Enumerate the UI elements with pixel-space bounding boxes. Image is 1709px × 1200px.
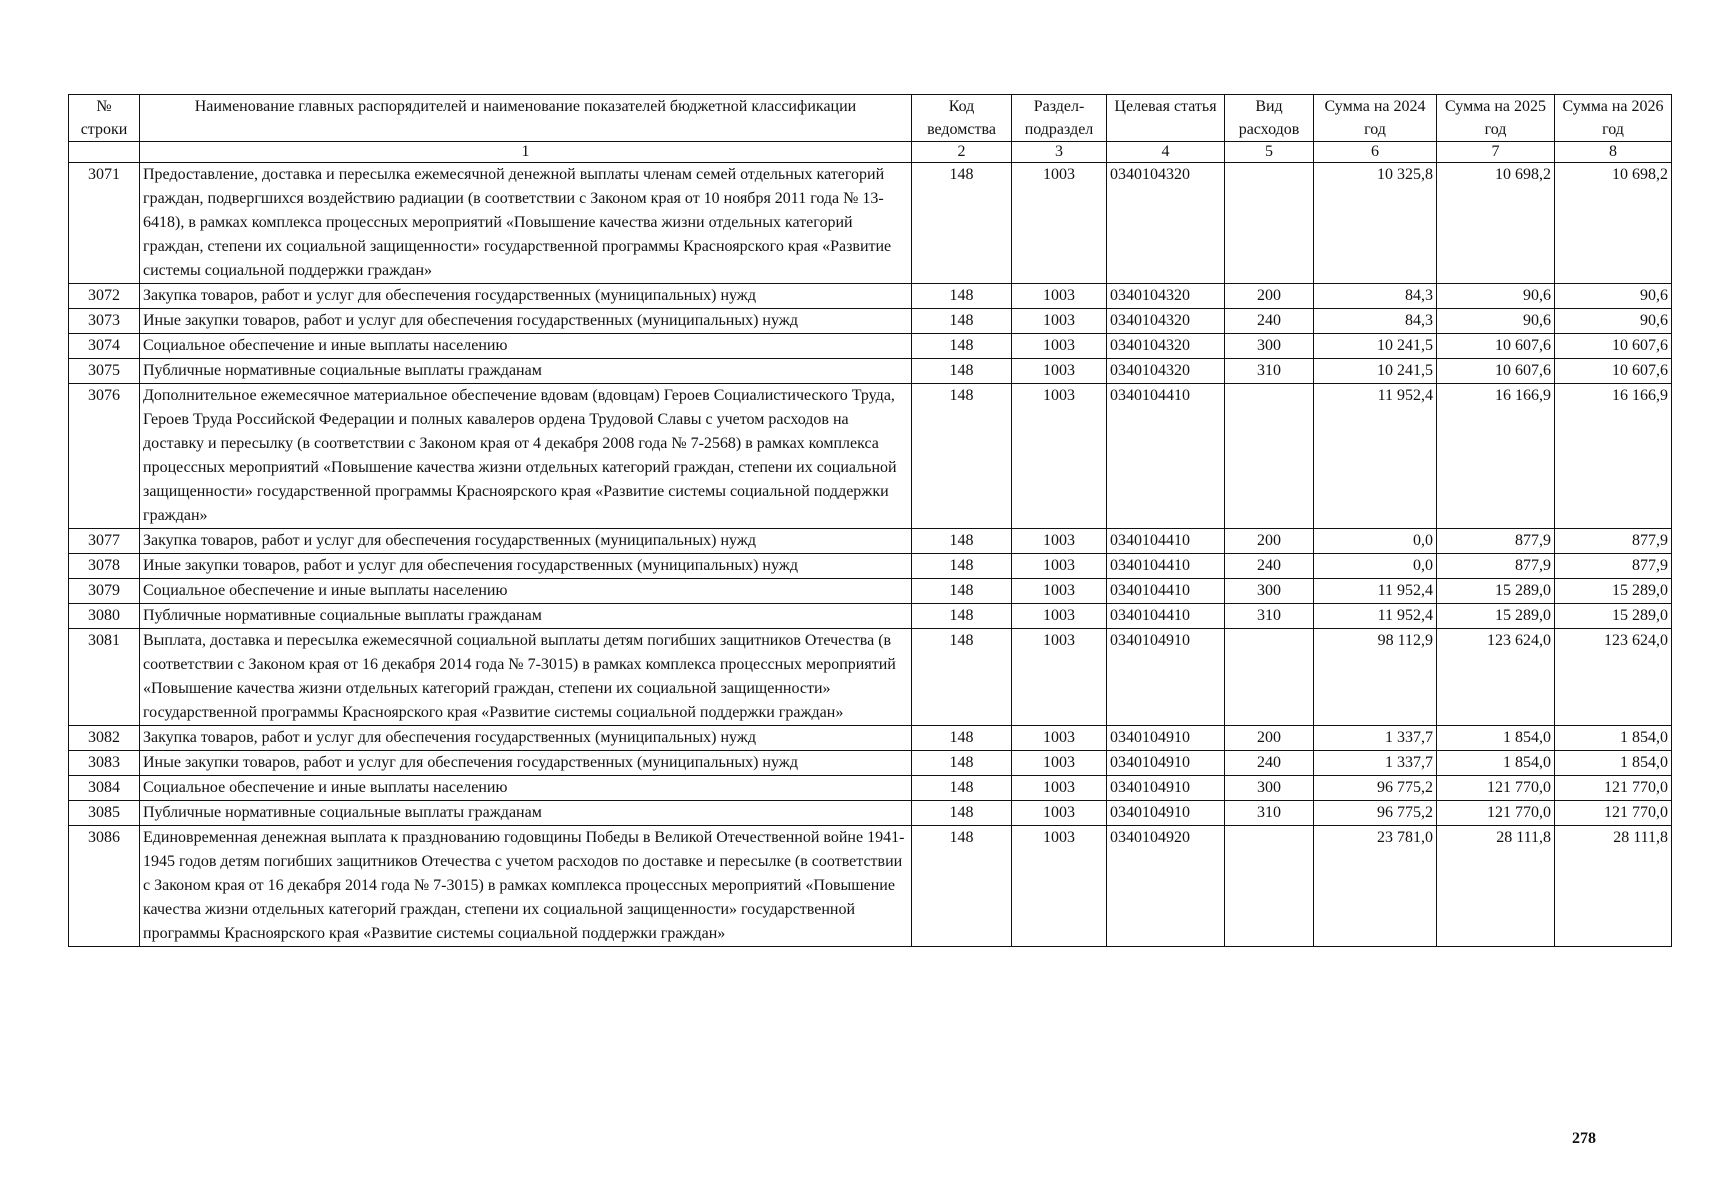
- dept-code-cell: 148: [912, 334, 1012, 359]
- row-name-cell: Иные закупки товаров, работ и услуг для обеспечения государственных (муниципальных) нужд: [140, 554, 912, 579]
- sum-2025-cell: 123 624,0: [1437, 629, 1555, 726]
- target-cell: 0340104320: [1107, 359, 1225, 384]
- header-row-no: № строки: [69, 95, 140, 142]
- dept-code-cell: 148: [912, 801, 1012, 826]
- section-cell: 1003: [1012, 334, 1107, 359]
- header-sum-2025: Сумма на 2025 год: [1437, 95, 1555, 142]
- table-header-row: [69, 95, 1672, 142]
- sum-2026-cell: 28 111,8: [1555, 826, 1672, 947]
- sum-2025-cell: 28 111,8: [1437, 826, 1555, 947]
- table-row: [69, 604, 1672, 629]
- sum-2024-cell: 10 241,5: [1314, 334, 1437, 359]
- sum-2024-cell: 0,0: [1314, 529, 1437, 554]
- row-number-cell: 3081: [69, 629, 140, 726]
- sum-2026-cell: 15 289,0: [1555, 579, 1672, 604]
- exp-type-cell: [1225, 826, 1314, 947]
- section-cell: 1003: [1012, 726, 1107, 751]
- table-row: [69, 309, 1672, 334]
- sum-2024-cell: 96 775,2: [1314, 801, 1437, 826]
- column-number-row: [69, 142, 1672, 163]
- table-row: [69, 801, 1672, 826]
- header-sum-2024: Сумма на 2024 год: [1314, 95, 1437, 142]
- sum-2025-cell: 15 289,0: [1437, 604, 1555, 629]
- row-name-cell: Выплата, доставка и пересылка ежемесячной социальной выплаты детям погибших защитников Отечества (в соответствии с Законом края от 16 декабря 2014 года № 7-3015) в рамках комплекса процессных мероприятий «Повышение качества жизни отдельных категорий граждан, степени их социальной защищенности» государственной программы Красноярского края «Развитие системы социальной поддержки граждан»: [140, 629, 912, 726]
- exp-type-cell: 300: [1225, 579, 1314, 604]
- row-number-cell: 3077: [69, 529, 140, 554]
- exp-type-cell: 240: [1225, 309, 1314, 334]
- sum-2026-cell: 123 624,0: [1555, 629, 1672, 726]
- sum-2026-cell: 90,6: [1555, 309, 1672, 334]
- row-name-cell: Социальное обеспечение и иные выплаты населению: [140, 579, 912, 604]
- sum-2026-cell: 10 607,6: [1555, 359, 1672, 384]
- sum-2025-cell: 121 770,0: [1437, 801, 1555, 826]
- table-row: [69, 529, 1672, 554]
- dept-code-cell: 148: [912, 776, 1012, 801]
- exp-type-cell: 200: [1225, 726, 1314, 751]
- sum-2024-cell: 96 775,2: [1314, 776, 1437, 801]
- row-number-cell: 3082: [69, 726, 140, 751]
- target-cell: 0340104410: [1107, 384, 1225, 529]
- colnum-5: 5: [1225, 142, 1314, 163]
- exp-type-cell: 310: [1225, 801, 1314, 826]
- section-cell: 1003: [1012, 826, 1107, 947]
- dept-code-cell: 148: [912, 751, 1012, 776]
- table-row: [69, 163, 1672, 284]
- sum-2024-cell: 84,3: [1314, 309, 1437, 334]
- table-row: [69, 359, 1672, 384]
- dept-code-cell: 148: [912, 604, 1012, 629]
- table-row: [69, 826, 1672, 947]
- target-cell: 0340104320: [1107, 163, 1225, 284]
- sum-2025-cell: 10 607,6: [1437, 359, 1555, 384]
- section-cell: 1003: [1012, 801, 1107, 826]
- colnum-6: 6: [1314, 142, 1437, 163]
- target-cell: 0340104410: [1107, 579, 1225, 604]
- exp-type-cell: [1225, 163, 1314, 284]
- row-name-cell: Единовременная денежная выплата к празднованию годовщины Победы в Великой Отечественной войне 1941-1945 годов детям погибших защитников Отечества с учетом расходов по доставке и пересылке (в соответствии с Законом края от 16 декабря 2014 года № 7-3015) в рамках комплекса процессных мероприятий «Повышение качества жизни отдельных категорий граждан, степени их социальной защищенности» государственной программы Красноярского края «Развитие системы социальной поддержки граждан»: [140, 826, 912, 947]
- sum-2026-cell: 121 770,0: [1555, 801, 1672, 826]
- target-cell: 0340104410: [1107, 529, 1225, 554]
- sum-2026-cell: 121 770,0: [1555, 776, 1672, 801]
- target-cell: 0340104910: [1107, 726, 1225, 751]
- sum-2024-cell: 11 952,4: [1314, 384, 1437, 529]
- target-cell: 0340104910: [1107, 801, 1225, 826]
- exp-type-cell: 240: [1225, 751, 1314, 776]
- row-number-cell: 3075: [69, 359, 140, 384]
- row-name-cell: Иные закупки товаров, работ и услуг для обеспечения государственных (муниципальных) нужд: [140, 309, 912, 334]
- section-cell: 1003: [1012, 163, 1107, 284]
- exp-type-cell: 310: [1225, 359, 1314, 384]
- dept-code-cell: 148: [912, 826, 1012, 947]
- section-cell: 1003: [1012, 384, 1107, 529]
- sum-2025-cell: 10 607,6: [1437, 334, 1555, 359]
- sum-2024-cell: 23 781,0: [1314, 826, 1437, 947]
- table-row: [69, 384, 1672, 529]
- dept-code-cell: 148: [912, 726, 1012, 751]
- sum-2026-cell: 877,9: [1555, 529, 1672, 554]
- exp-type-cell: 310: [1225, 604, 1314, 629]
- table-row: [69, 554, 1672, 579]
- row-name-cell: Публичные нормативные социальные выплаты гражданам: [140, 359, 912, 384]
- dept-code-cell: 148: [912, 529, 1012, 554]
- sum-2026-cell: 1 854,0: [1555, 751, 1672, 776]
- colnum-8: 8: [1555, 142, 1672, 163]
- header-dept-code: Код ведомства: [912, 95, 1012, 142]
- sum-2024-cell: 98 112,9: [1314, 629, 1437, 726]
- exp-type-cell: 240: [1225, 554, 1314, 579]
- sum-2025-cell: 90,6: [1437, 284, 1555, 309]
- colnum-1: 1: [140, 142, 912, 163]
- header-section: Раздел-подраздел: [1012, 95, 1107, 142]
- colnum-4: 4: [1107, 142, 1225, 163]
- row-name-cell: Дополнительное ежемесячное материальное обеспечение вдовам (вдовцам) Героев Социалистического Труда, Героев Труда Российской Федерации и полных кавалеров ордена Трудовой Славы с учетом расходов на доставку и пересылку (в соответствии с Законом края от 4 декабря 2008 года № 7-2568) в рамках комплекса процессных мероприятий «Повышение качества жизни отдельных категорий граждан, степени их социальной защищенности» государственной программы Красноярского края «Развитие системы социальной поддержки граждан»: [140, 384, 912, 529]
- row-number-cell: 3079: [69, 579, 140, 604]
- budget-sheet: [68, 94, 1671, 947]
- sum-2024-cell: 11 952,4: [1314, 579, 1437, 604]
- table-row: [69, 751, 1672, 776]
- sum-2025-cell: 877,9: [1437, 529, 1555, 554]
- dept-code-cell: 148: [912, 309, 1012, 334]
- table-row: [69, 629, 1672, 726]
- target-cell: 0340104920: [1107, 826, 1225, 947]
- dept-code-cell: 148: [912, 579, 1012, 604]
- sum-2026-cell: 877,9: [1555, 554, 1672, 579]
- table-body: [69, 163, 1672, 947]
- target-cell: 0340104320: [1107, 309, 1225, 334]
- table-row: [69, 284, 1672, 309]
- row-name-cell: Публичные нормативные социальные выплаты гражданам: [140, 604, 912, 629]
- sum-2026-cell: 10 607,6: [1555, 334, 1672, 359]
- target-cell: 0340104910: [1107, 629, 1225, 726]
- row-number-cell: 3074: [69, 334, 140, 359]
- exp-type-cell: 300: [1225, 776, 1314, 801]
- sum-2024-cell: 84,3: [1314, 284, 1437, 309]
- colnum-2: 2: [912, 142, 1012, 163]
- sum-2024-cell: 1 337,7: [1314, 751, 1437, 776]
- sum-2025-cell: 877,9: [1437, 554, 1555, 579]
- row-number-cell: 3072: [69, 284, 140, 309]
- dept-code-cell: 148: [912, 629, 1012, 726]
- row-name-cell: Закупка товаров, работ и услуг для обеспечения государственных (муниципальных) нужд: [140, 284, 912, 309]
- row-number-cell: 3084: [69, 776, 140, 801]
- dept-code-cell: 148: [912, 554, 1012, 579]
- sum-2024-cell: 10 241,5: [1314, 359, 1437, 384]
- sum-2024-cell: 10 325,8: [1314, 163, 1437, 284]
- sum-2025-cell: 1 854,0: [1437, 726, 1555, 751]
- dept-code-cell: 148: [912, 163, 1012, 284]
- row-name-cell: Предоставление, доставка и пересылка ежемесячной денежной выплаты членам семей отдельных категорий граждан, подвергшихся воздействию радиации (в соответствии с Законом края от 10 ноября 2011 года № 13-6418), в рамках комплекса процессных мероприятий «Повышение качества жизни отдельных категорий граждан, степени их социальной защищенности» государственной программы Красноярского края «Развитие системы социальной поддержки граждан»: [140, 163, 912, 284]
- section-cell: 1003: [1012, 776, 1107, 801]
- sum-2026-cell: 15 289,0: [1555, 604, 1672, 629]
- exp-type-cell: 200: [1225, 529, 1314, 554]
- row-name-cell: Социальное обеспечение и иные выплаты населению: [140, 776, 912, 801]
- table-row: [69, 334, 1672, 359]
- exp-type-cell: [1225, 384, 1314, 529]
- sum-2024-cell: 0,0: [1314, 554, 1437, 579]
- row-number-cell: 3083: [69, 751, 140, 776]
- row-number-cell: 3085: [69, 801, 140, 826]
- row-number-cell: 3078: [69, 554, 140, 579]
- sum-2026-cell: 16 166,9: [1555, 384, 1672, 529]
- target-cell: 0340104910: [1107, 751, 1225, 776]
- page-number: 278: [1572, 1130, 1596, 1147]
- section-cell: 1003: [1012, 629, 1107, 726]
- section-cell: 1003: [1012, 751, 1107, 776]
- section-cell: 1003: [1012, 554, 1107, 579]
- row-name-cell: Закупка товаров, работ и услуг для обеспечения государственных (муниципальных) нужд: [140, 529, 912, 554]
- row-number-cell: 3080: [69, 604, 140, 629]
- row-name-cell: Публичные нормативные социальные выплаты гражданам: [140, 801, 912, 826]
- table-row: [69, 726, 1672, 751]
- sum-2024-cell: 11 952,4: [1314, 604, 1437, 629]
- sum-2025-cell: 10 698,2: [1437, 163, 1555, 284]
- target-cell: 0340104910: [1107, 776, 1225, 801]
- sum-2026-cell: 10 698,2: [1555, 163, 1672, 284]
- sum-2024-cell: 1 337,7: [1314, 726, 1437, 751]
- target-cell: 0340104410: [1107, 604, 1225, 629]
- header-name: Наименование главных распорядителей и наименование показателей бюджетной классификации: [140, 95, 912, 142]
- section-cell: 1003: [1012, 284, 1107, 309]
- colnum-7: 7: [1437, 142, 1555, 163]
- exp-type-cell: 300: [1225, 334, 1314, 359]
- sum-2026-cell: 90,6: [1555, 284, 1672, 309]
- sum-2025-cell: 121 770,0: [1437, 776, 1555, 801]
- row-name-cell: Иные закупки товаров, работ и услуг для обеспечения государственных (муниципальных) нужд: [140, 751, 912, 776]
- colnum-3: 3: [1012, 142, 1107, 163]
- sum-2025-cell: 16 166,9: [1437, 384, 1555, 529]
- section-cell: 1003: [1012, 604, 1107, 629]
- row-number-cell: 3086: [69, 826, 140, 947]
- table-row: [69, 579, 1672, 604]
- dept-code-cell: 148: [912, 384, 1012, 529]
- target-cell: 0340104320: [1107, 284, 1225, 309]
- exp-type-cell: [1225, 629, 1314, 726]
- colnum-blank: [69, 142, 140, 163]
- section-cell: 1003: [1012, 529, 1107, 554]
- row-number-cell: 3076: [69, 384, 140, 529]
- dept-code-cell: 148: [912, 359, 1012, 384]
- target-cell: 0340104320: [1107, 334, 1225, 359]
- header-sum-2026: Сумма на 2026 год: [1555, 95, 1672, 142]
- budget-table: [68, 94, 1672, 947]
- exp-type-cell: 200: [1225, 284, 1314, 309]
- header-exp-type: Вид расходов: [1225, 95, 1314, 142]
- row-name-cell: Закупка товаров, работ и услуг для обеспечения государственных (муниципальных) нужд: [140, 726, 912, 751]
- header-target: Целевая статья: [1107, 95, 1225, 142]
- sum-2025-cell: 1 854,0: [1437, 751, 1555, 776]
- sum-2025-cell: 90,6: [1437, 309, 1555, 334]
- section-cell: 1003: [1012, 579, 1107, 604]
- dept-code-cell: 148: [912, 284, 1012, 309]
- table-row: [69, 776, 1672, 801]
- sum-2026-cell: 1 854,0: [1555, 726, 1672, 751]
- row-number-cell: 3071: [69, 163, 140, 284]
- section-cell: 1003: [1012, 309, 1107, 334]
- section-cell: 1003: [1012, 359, 1107, 384]
- row-number-cell: 3073: [69, 309, 140, 334]
- row-name-cell: Социальное обеспечение и иные выплаты населению: [140, 334, 912, 359]
- sum-2025-cell: 15 289,0: [1437, 579, 1555, 604]
- target-cell: 0340104410: [1107, 554, 1225, 579]
